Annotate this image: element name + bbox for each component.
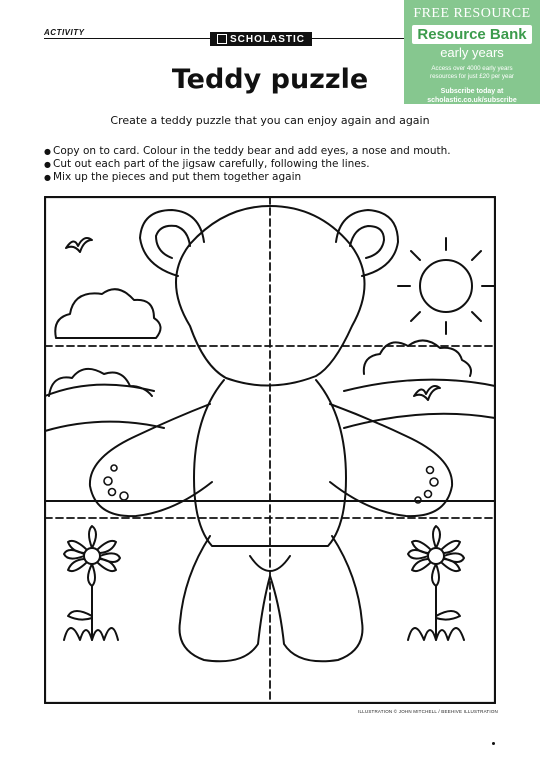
sun-icon xyxy=(398,238,494,334)
paw-pads-right xyxy=(415,467,438,504)
teddy-leg-right xyxy=(270,536,363,661)
promo-free-resource: FREE RESOURCE xyxy=(413,6,531,21)
page-title: Teddy puzzle xyxy=(171,64,369,95)
promo-small-line-1: Access over 4000 early years xyxy=(431,65,513,72)
page-dot xyxy=(492,742,495,745)
teddy-puzzle-illustration xyxy=(44,196,496,704)
instruction-item: ● Mix up the pieces and put them together again xyxy=(44,171,451,184)
cloud-left-low xyxy=(49,369,152,396)
instruction-item: ● Cut out each part of the jigsaw carefully, following the lines. xyxy=(44,158,451,171)
activity-label: ACTIVITY xyxy=(44,28,85,37)
flower-left xyxy=(64,526,120,640)
bird-icon xyxy=(414,386,440,400)
teddy-leg-left xyxy=(180,536,271,661)
teddy-ear-left xyxy=(140,210,204,276)
teddy-arm-right xyxy=(330,404,452,516)
brand-name: SCHOLASTIC xyxy=(230,33,305,45)
promo-early-years: early years xyxy=(440,45,504,60)
promo-subscribe-link[interactable]: scholastic.co.uk/subscribe xyxy=(427,97,517,104)
scholastic-logo xyxy=(210,32,312,46)
illustration-credit: ILLUSTRATION © JOHN MITCHELL / BEEHIVE ILLUSTRATION xyxy=(358,709,498,714)
teddy-ear-right xyxy=(336,210,398,276)
flower-right xyxy=(408,526,464,640)
page-subtitle: Create a teddy puzzle that you can enjoy again and again xyxy=(110,114,430,127)
cloud-left xyxy=(55,289,160,338)
logo-square-icon xyxy=(217,34,227,44)
bird-icon xyxy=(66,238,92,252)
promo-resource-bank: Resource Bank xyxy=(412,25,532,44)
instruction-list xyxy=(44,145,451,184)
instruction-item: ● Copy on to card. Colour in the teddy bear and add eyes, a nose and mouth. xyxy=(44,145,451,158)
promo-subscribe-line-1: Subscribe today at xyxy=(440,88,504,95)
paw-pads-left xyxy=(104,465,128,500)
promo-small-line-2: resources for just £20 per year xyxy=(430,73,514,80)
